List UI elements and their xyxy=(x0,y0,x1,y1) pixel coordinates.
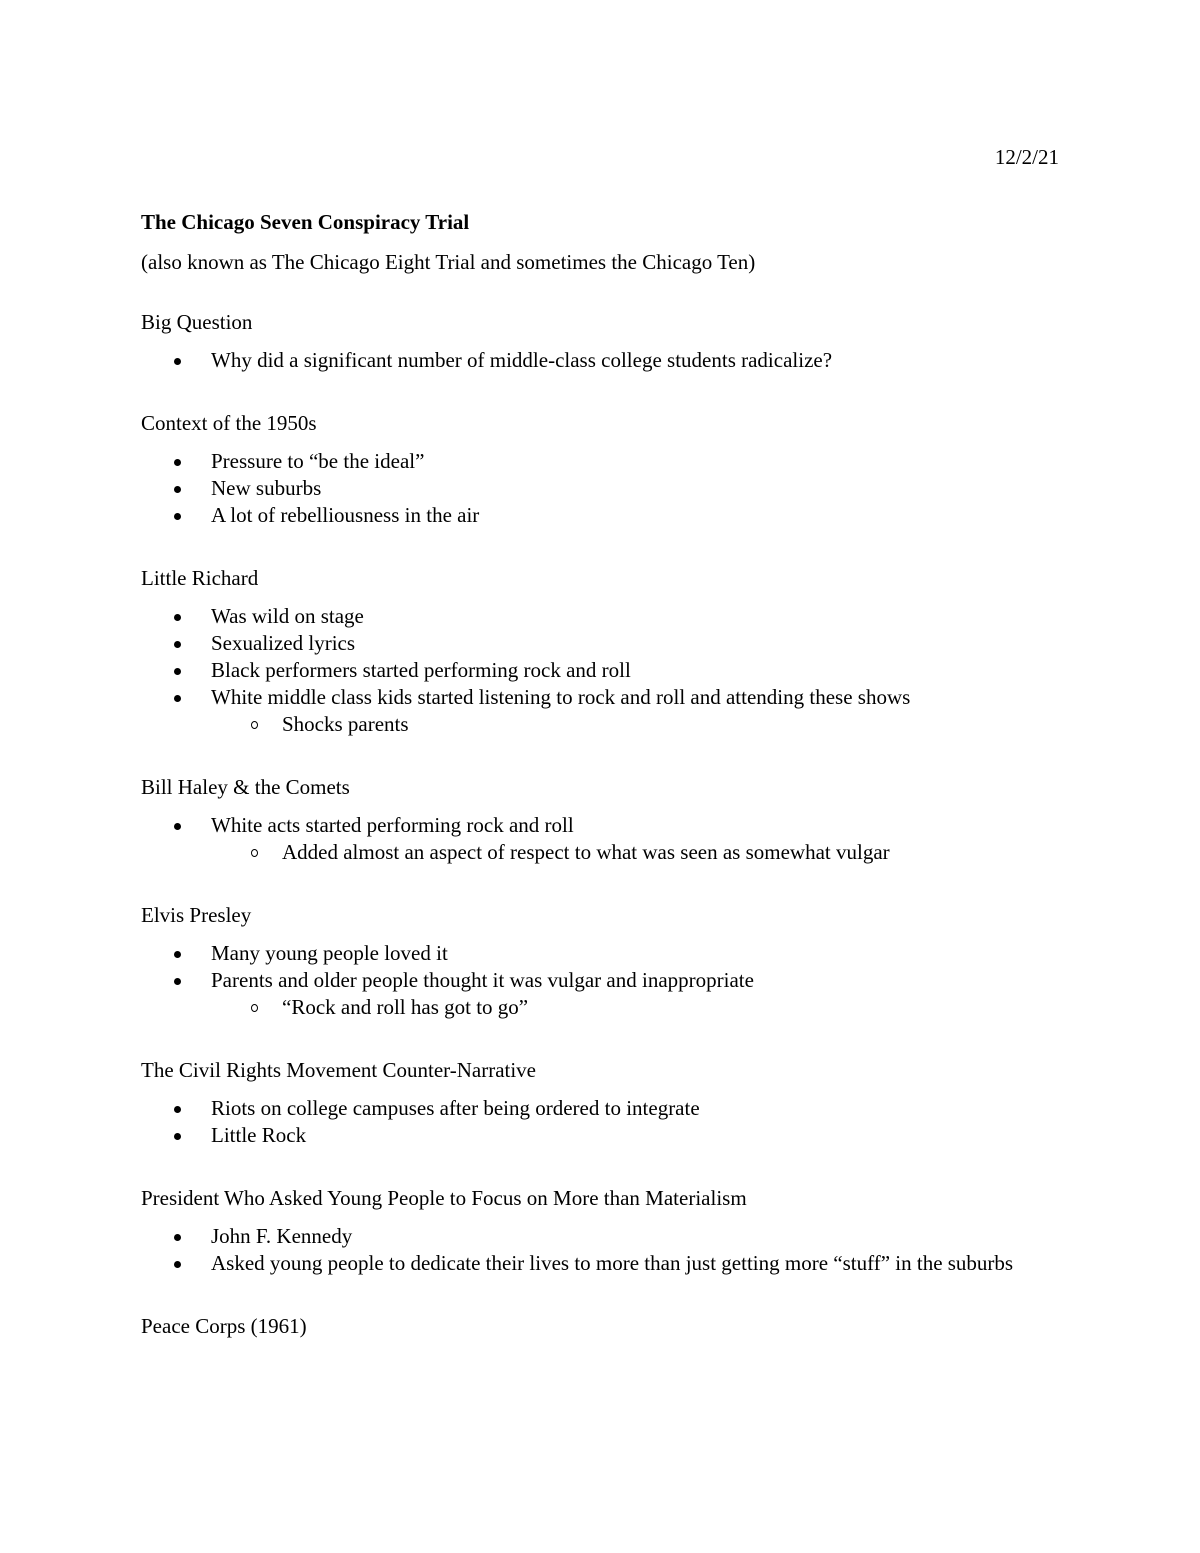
bullet-dot-icon xyxy=(174,614,181,621)
section-heading: Elvis Presley xyxy=(141,903,252,927)
hollow-circle-bullet-icon xyxy=(251,1004,258,1012)
bullet-text: Why did a significant number of middle-class college students radicalize? xyxy=(211,348,833,372)
bullet-dot-icon xyxy=(174,1261,181,1268)
bullet-dot-icon xyxy=(174,1234,181,1241)
bullet-text: Asked young people to dedicate their lives to more than just getting more “stuff” in the suburbs xyxy=(211,1251,1014,1275)
bullet-dot-icon xyxy=(174,823,181,830)
bullet-dot-icon xyxy=(174,668,181,675)
bullet-list xyxy=(141,1223,1061,1277)
bullet-text: Little Rock xyxy=(211,1123,307,1147)
sub-bullet-list xyxy=(211,839,1061,866)
bullet-dot-icon xyxy=(174,641,181,648)
bullet-list xyxy=(141,1095,1061,1149)
section-heading: Little Richard xyxy=(141,566,259,590)
bullet-dot-icon xyxy=(174,486,181,493)
bullet-list xyxy=(141,812,1061,866)
bullet-dot-icon xyxy=(174,978,181,985)
bullet-dot-icon xyxy=(174,1133,181,1140)
bullet-text: White middle class kids started listening to rock and roll and attending these shows xyxy=(211,685,911,709)
bullet-item xyxy=(141,1095,1061,1122)
bullet-text: Was wild on stage xyxy=(211,604,364,628)
sub-bullet-item xyxy=(211,994,1061,1021)
bullet-item xyxy=(141,1122,1061,1149)
document-body xyxy=(141,208,1061,1339)
section-heading-peace-corps: Peace Corps (1961) xyxy=(141,1314,307,1338)
bullet-item xyxy=(141,1223,1061,1250)
sub-bullet-text: Added almost an aspect of respect to what was seen as somewhat vulgar xyxy=(282,840,890,864)
date-label: 12/2/21 xyxy=(994,145,1059,169)
bullet-dot-icon xyxy=(174,1106,181,1113)
bullet-item xyxy=(141,448,1061,475)
section-heading: Context of the 1950s xyxy=(141,411,317,435)
section-heading: Big Question xyxy=(141,310,253,334)
bullet-text: Parents and older people thought it was vulgar and inappropriate xyxy=(211,968,754,992)
hollow-circle-bullet-icon xyxy=(251,849,258,857)
sub-bullet-list xyxy=(211,711,1061,738)
sub-bullet-list xyxy=(211,994,1061,1021)
document-title: The Chicago Seven Conspiracy Trial xyxy=(141,210,470,234)
bullet-item xyxy=(141,657,1061,684)
bullet-dot-icon xyxy=(174,513,181,520)
bullet-list xyxy=(141,940,1061,1021)
bullet-list xyxy=(141,347,1061,374)
hollow-circle-bullet-icon xyxy=(251,721,258,729)
notes-sections xyxy=(141,309,1061,1277)
bullet-text: Many young people loved it xyxy=(211,941,448,965)
sub-bullet-item xyxy=(211,839,1061,866)
bullet-item xyxy=(141,475,1061,502)
bullet-text: Black performers started performing rock and roll xyxy=(211,658,631,682)
bullet-text: John F. Kennedy xyxy=(211,1224,353,1248)
bullet-list xyxy=(141,603,1061,738)
bullet-list xyxy=(141,448,1061,529)
section-heading: President Who Asked Young People to Focus on More than Materialism xyxy=(141,1186,747,1210)
bullet-text: Riots on college campuses after being ordered to integrate xyxy=(211,1096,700,1120)
bullet-text: Sexualized lyrics xyxy=(211,631,356,655)
sub-bullet-text: “Rock and roll has got to go” xyxy=(282,995,529,1019)
bullet-item xyxy=(141,347,1061,374)
bullet-item xyxy=(141,630,1061,657)
sub-bullet-text: Shocks parents xyxy=(282,712,409,736)
bullet-text: New suburbs xyxy=(211,476,322,500)
bullet-text: Pressure to “be the ideal” xyxy=(211,449,425,473)
bullet-dot-icon xyxy=(174,695,181,702)
bullet-dot-icon xyxy=(174,459,181,466)
bullet-dot-icon xyxy=(174,951,181,958)
bullet-item xyxy=(141,940,1061,967)
document-subtitle: (also known as The Chicago Eight Trial and sometimes the Chicago Ten) xyxy=(141,250,756,274)
bullet-item xyxy=(141,684,1061,738)
bullet-item xyxy=(141,967,1061,1021)
bullet-item xyxy=(141,1250,1061,1277)
bullet-text: White acts started performing rock and roll xyxy=(211,813,574,837)
bullet-item xyxy=(141,603,1061,630)
bullet-dot-icon xyxy=(174,358,181,365)
sub-bullet-item xyxy=(211,711,1061,738)
bullet-item xyxy=(141,502,1061,529)
section-heading: The Civil Rights Movement Counter-Narrative xyxy=(141,1058,537,1082)
bullet-text: A lot of rebelliousness in the air xyxy=(211,503,480,527)
section-heading: Bill Haley & the Comets xyxy=(141,775,350,799)
bullet-item xyxy=(141,812,1061,866)
